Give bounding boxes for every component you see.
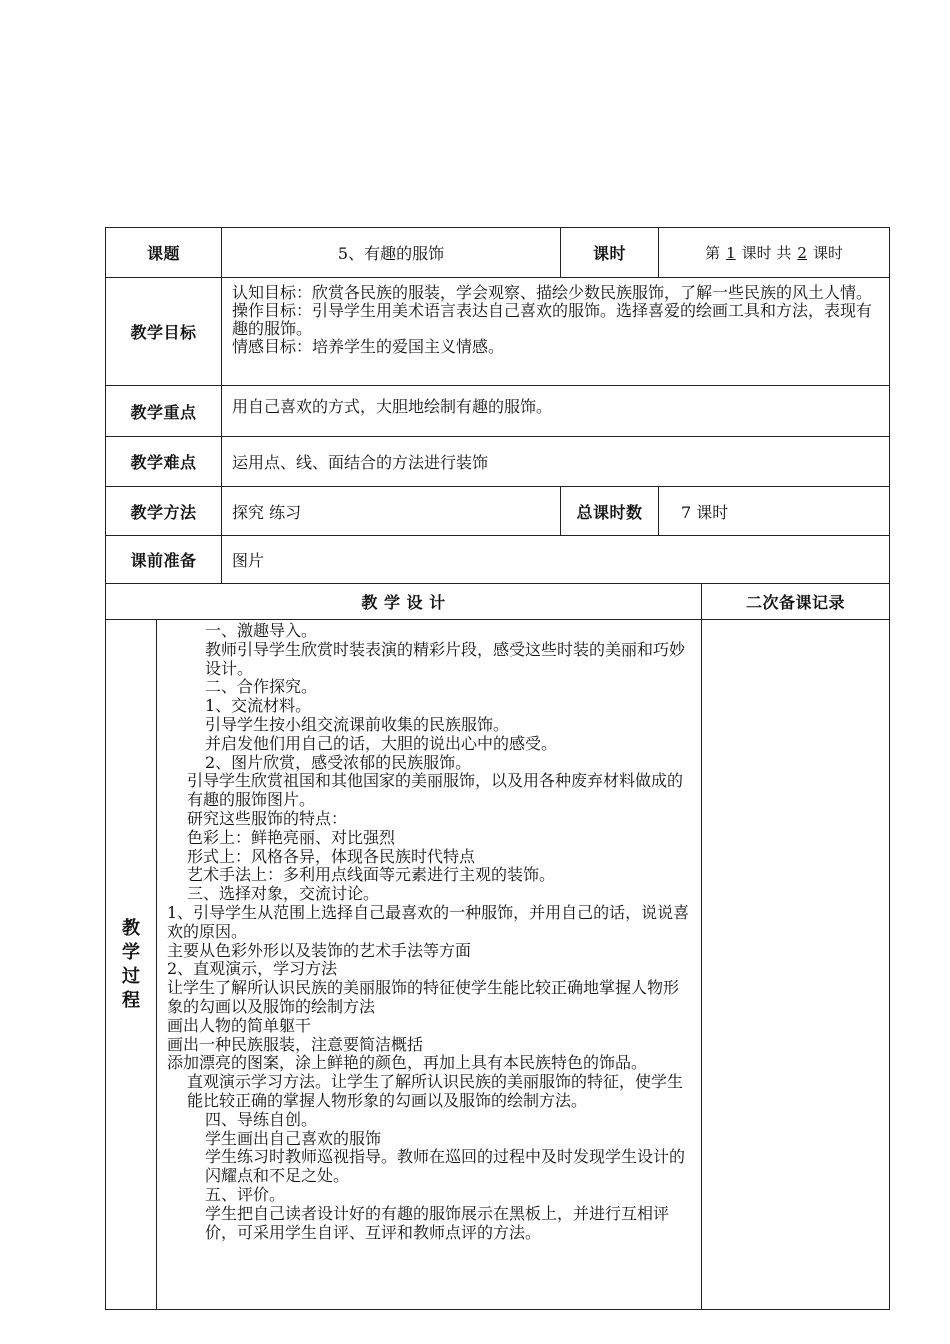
process-label-char: 过 [122, 965, 140, 987]
total-hours-label: 总课时数 [561, 487, 659, 536]
design-label: 教 学 设 计 [106, 584, 702, 620]
period-total: 2 [797, 244, 807, 262]
process-line: 直观演示学习方法。让学生了解所认识民族的美丽服饰的特征，使学生能比较正确的掌握人物形象的勾画以及服饰的绘制方法。 [187, 1072, 684, 1110]
process-line: 四、导练自创。 [205, 1109, 318, 1129]
process-line: 一、激趣导入。 [205, 621, 318, 640]
notes-content [702, 620, 890, 1310]
difficulty-value: 运用点、线、面结合的方法进行装饰 [222, 437, 890, 487]
process-line: 学生练习时教师巡视指导。教师在巡回的过程中及时发现学生设计的闪耀点和不足之处。 [205, 1147, 686, 1186]
method-value: 探究 练习 [222, 487, 561, 536]
topic-value: 5、有趣的服饰 [222, 228, 561, 278]
process-line: 画出一种民族服装，注意要简洁概括 [167, 1034, 424, 1054]
process-line: 添加漂亮的图案，涂上鲜艳的颜色，再加上具有本民族特色的饰品。 [167, 1053, 648, 1073]
goals-label: 教学目标 [106, 278, 222, 386]
process-line: 色彩上：鲜艳亮丽、对比强烈 [187, 827, 396, 847]
process-line: 形式上：风格各异，体现各民族时代特点 [187, 846, 476, 866]
period-mid: 课时 共 [741, 244, 792, 262]
process-line: 让学生了解所认识民族的美丽服饰的特征使学生能比较正确地掌握人物形象的勾画以及服饰的绘制方法 [167, 978, 680, 1016]
process-line: 艺术手法上：多利用点线面等元素进行主观的装饰。 [187, 865, 556, 885]
goal-cognitive: 认知目标：欣赏各民族的服装，学会观察、描绘少数民族服饰，了解一些民族的风土人情。 [232, 283, 873, 302]
key-point-value: 用自己喜欢的方式，大胆地绘制有趣的服饰。 [222, 386, 890, 437]
process-label [106, 620, 157, 1310]
process-label-char: 学 [122, 941, 140, 963]
topic-label: 课题 [106, 228, 222, 278]
process-line: 主要从色彩外形以及装饰的艺术手法等方面 [167, 940, 472, 960]
process-label-char: 教 [122, 917, 140, 939]
process-row [106, 620, 890, 1310]
key-point-row [106, 386, 890, 437]
prep-row [106, 536, 890, 584]
process-label-char: 程 [122, 989, 140, 1011]
period-current: 1 [726, 244, 736, 262]
lesson-plan-document [105, 227, 889, 1310]
method-label: 教学方法 [106, 487, 222, 536]
process-line: 并启发他们用自己的话，大胆的说出心中的感受。 [205, 733, 558, 753]
process-line: 1、交流材料。 [205, 696, 312, 716]
period-suffix: 课时 [812, 244, 843, 262]
key-point-label: 教学重点 [106, 386, 222, 437]
goals-row [106, 278, 890, 386]
process-line: 二、合作探究。 [205, 677, 318, 697]
process-line: 教师引导学生欣赏时装表演的精彩片段，感受这些时装的美丽和巧妙设计。 [205, 639, 686, 678]
goal-emotion: 情感目标：培养学生的爱国主义情感。 [232, 337, 505, 356]
process-line: 画出人物的简单躯干 [167, 1015, 312, 1035]
lesson-plan-table [105, 227, 890, 1310]
topic-row [106, 228, 890, 278]
period-value [659, 228, 890, 278]
process-line: 1、引导学生从范围上选择自己最喜欢的一种服饰，并用自己的话，说说喜欢的原因。 [167, 902, 690, 941]
process-line: 研究这些服饰的特点： [187, 808, 348, 828]
method-row [106, 487, 890, 536]
process-line: 学生画出自己喜欢的服饰 [205, 1128, 382, 1148]
process-line: 五、评价。 [205, 1184, 286, 1204]
notes-label: 二次备课记录 [702, 584, 890, 620]
process-line: 引导学生欣赏祖国和其他国家的美丽服饰，以及用各种废弃材料做成的有趣的服饰图片。 [187, 771, 684, 810]
period-label: 课时 [561, 228, 659, 278]
process-line: 2、图片欣赏，感受浓郁的民族服饰。 [205, 752, 472, 772]
goals-content [222, 278, 890, 386]
process-line: 学生把自己读者设计好的有趣的服饰展示在黑板上，并进行互相评价，可采用学生自评、互评和教师点评的方法。 [205, 1203, 670, 1242]
process-line: 引导学生按小组交流课前收集的民族服饰。 [205, 714, 510, 734]
process-line: 三、选择对象，交流讨论。 [187, 884, 380, 904]
process-line: 2、直观演示，学习方法 [167, 959, 338, 979]
design-header-row [106, 584, 890, 620]
prep-value: 图片 [222, 536, 890, 584]
prep-label: 课前准备 [106, 536, 222, 584]
goal-operation: 操作目标：引导学生用美术语言表达自己喜欢的服饰。选择喜爱的绘画工具和方法，表现有趣的服饰。 [232, 301, 873, 338]
difficulty-row [106, 437, 890, 487]
total-hours-value: 7 课时 [659, 487, 890, 536]
period-prefix: 第 [705, 244, 721, 262]
difficulty-label: 教学难点 [106, 437, 222, 487]
process-content [157, 620, 702, 1310]
